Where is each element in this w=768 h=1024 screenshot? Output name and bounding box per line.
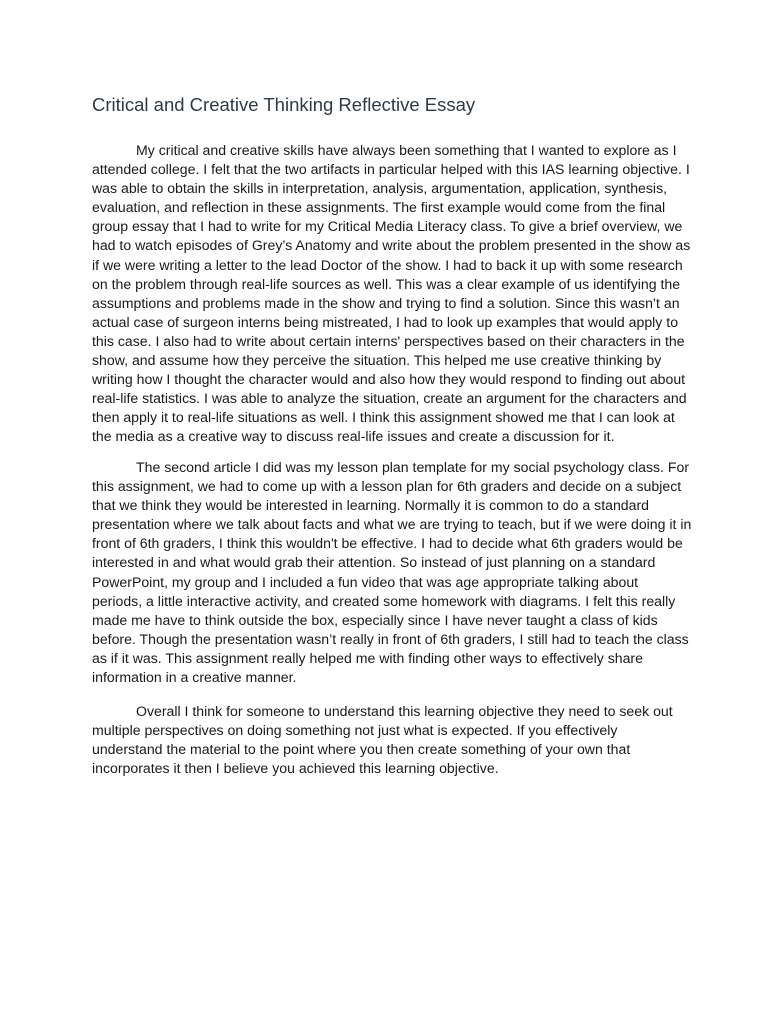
paragraph-line: had to watch episodes of Grey’s Anatomy and write about the problem presented in the show as <box>92 237 691 254</box>
paragraph-line: information in a creative manner. <box>92 669 297 686</box>
paragraph-line: My critical and creative skills have always been something that I wanted to explore as I <box>136 142 677 158</box>
paragraph-line: front of 6th graders, I think this wouldn't be effective. I had to decide what 6th graders would be <box>92 535 683 552</box>
paragraph-line: as if it was. This assignment really helped me with finding other ways to effectively share <box>92 649 643 666</box>
paragraph-line: interested in and what would grab their attention. So instead of just planning on a standard <box>92 554 656 571</box>
paragraph-line: writing how I thought the character would and also how they would respond to finding out about <box>92 371 686 388</box>
paragraph-line: made me have to think outside the box, especially since I have never taught a class of kids <box>92 611 658 628</box>
document-title: Critical and Creative Thinking Reflective Essay <box>92 94 476 115</box>
paragraph-line: this case. I also had to write about certain interns' perspectives based on their characters in the <box>92 332 685 349</box>
paragraph-2 <box>92 458 691 687</box>
paragraph-line: if we were writing a letter to the lead Doctor of the show. I had to back it up with some research <box>92 256 683 273</box>
paragraph-line: The second article I did was my lesson plan template for my social psychology class. For <box>136 459 690 475</box>
paragraph-line: then apply it to real-life situations as well. I think this assignment showed me that I can look at <box>92 409 675 426</box>
paragraph-line: periods, a little interactive activity, and created some homework with diagrams. I felt this really <box>92 592 676 609</box>
paragraph-line: multiple perspectives on doing something not just what is expected. If you effectively <box>92 722 618 739</box>
paragraph-line: on the problem through real-life sources as well. This was a clear example of us identifying the <box>92 275 681 292</box>
paragraph-line: Overall I think for someone to understand this learning objective they need to seek out <box>136 703 673 719</box>
paragraph-line: evaluation, and reflection in these assignments. The first example would come from the final <box>92 199 666 216</box>
paragraph-line: PowerPoint, my group and I included a fun video that was age appropriate talking about <box>92 573 639 590</box>
paragraph-line: assumptions and problems made in the show and trying to find a solution. Since this wasn’t an <box>92 294 680 311</box>
paragraph-line: incorporates it then I believe you achieved this learning objective. <box>92 760 499 777</box>
paragraph-line: this assignment, we had to come up with a lesson plan for 6th graders and decide on a subject <box>92 478 682 495</box>
paragraph-1 <box>92 141 690 447</box>
paragraph-line: group essay that I had to write for my Critical Media Literacy class. To give a brief overview, we <box>92 218 683 235</box>
paragraph-line: before. Though the presentation wasn’t really in front of 6th graders, I still had to teach the class <box>92 630 689 647</box>
paragraph-line: actual case of surgeon interns being mistreated, I had to look up examples that would apply to <box>92 313 679 330</box>
paragraph-line: real-life statistics. I was able to analyze the situation, create an argument for the characters and <box>92 390 687 407</box>
paragraph-line: the media as a creative way to discuss real-life issues and create a discussion for it. <box>92 428 615 445</box>
paragraph-line: understand the material to the point where you then create something of your own that <box>92 741 631 758</box>
paragraph-line: that we think they would be interested in learning. Normally it is common to do a standard <box>92 497 649 514</box>
paragraph-line: attended college. I felt that the two artifacts in particular helped with this IAS learning objective. I <box>92 161 690 178</box>
paragraph-line: show, and assume how they perceive the situation. This helped me use creative thinking by <box>92 352 662 369</box>
paragraph-3 <box>92 702 673 778</box>
paragraph-line: presentation where we talk about facts and what we are trying to teach, but if we were doing it in <box>92 516 692 533</box>
paragraph-line: was able to obtain the skills in interpretation, analysis, argumentation, application, synthesis, <box>92 180 668 197</box>
